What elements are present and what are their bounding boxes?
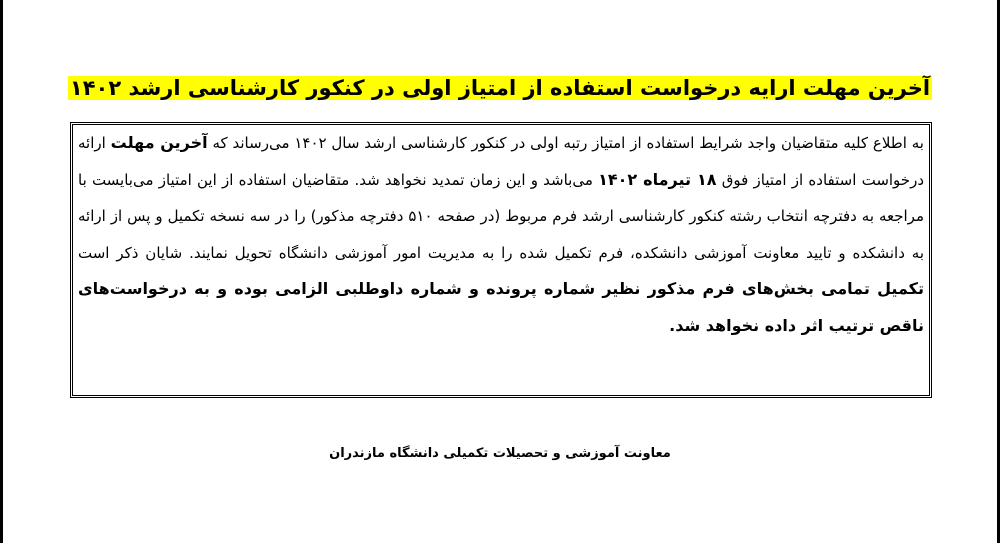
- deadline-label: آخرین مهلت: [110, 133, 208, 152]
- notice-text-intro: به اطلاع کلیه متقاضیان واجد شرایط استفاده از امتیاز رتبه اولی در کنکور کارشناسی ارشد سال ۱۴۰۲ می‌رساند که: [207, 134, 924, 152]
- notice-paragraph: [78, 125, 924, 344]
- page-title: [0, 70, 1000, 106]
- notice-emphasis: تکمیل تمامی بخش‌های فرم مذکور نظیر شماره پرونده و شماره داوطلبی الزامی بوده و به درخواست‌های ناقص ترتیب اثر داده نخواهد شد.: [78, 279, 924, 335]
- signature: معاونت آموزشی و تحصیلات تکمیلی دانشگاه مازندران: [329, 446, 671, 461]
- notice-box: [70, 122, 932, 398]
- title-highlight: آخرین مهلت ارایه درخواست استفاده از امتیاز اولی در کنکور کارشناسی ارشد ۱۴۰۲: [69, 76, 931, 100]
- notice-text-request: ارائه درخواست استفاده از امتیاز فوق: [78, 134, 924, 189]
- notice-text-instructions: می‌باشد و این زمان تمدید نخواهد شد. متقاضیان استفاده از این امتیاز می‌بایست با مراجعه به دفترچه انتخاب رشته کنکور کارشناسی ارشد فرم مربوط (در صفحه ۵۱۰ دفترچه مذکور) را در سه نسخه تکمیل و پس از ارائه به دانشکده و تایید معاونت آموزشی دانشکده، فرم تکمیل شده را به مدیریت امور آموزشی دانشگاه تحویل نمایند. شایان ذکر است: [78, 170, 924, 262]
- deadline-date: ۱۸ تیرماه ۱۴۰۲: [598, 169, 717, 189]
